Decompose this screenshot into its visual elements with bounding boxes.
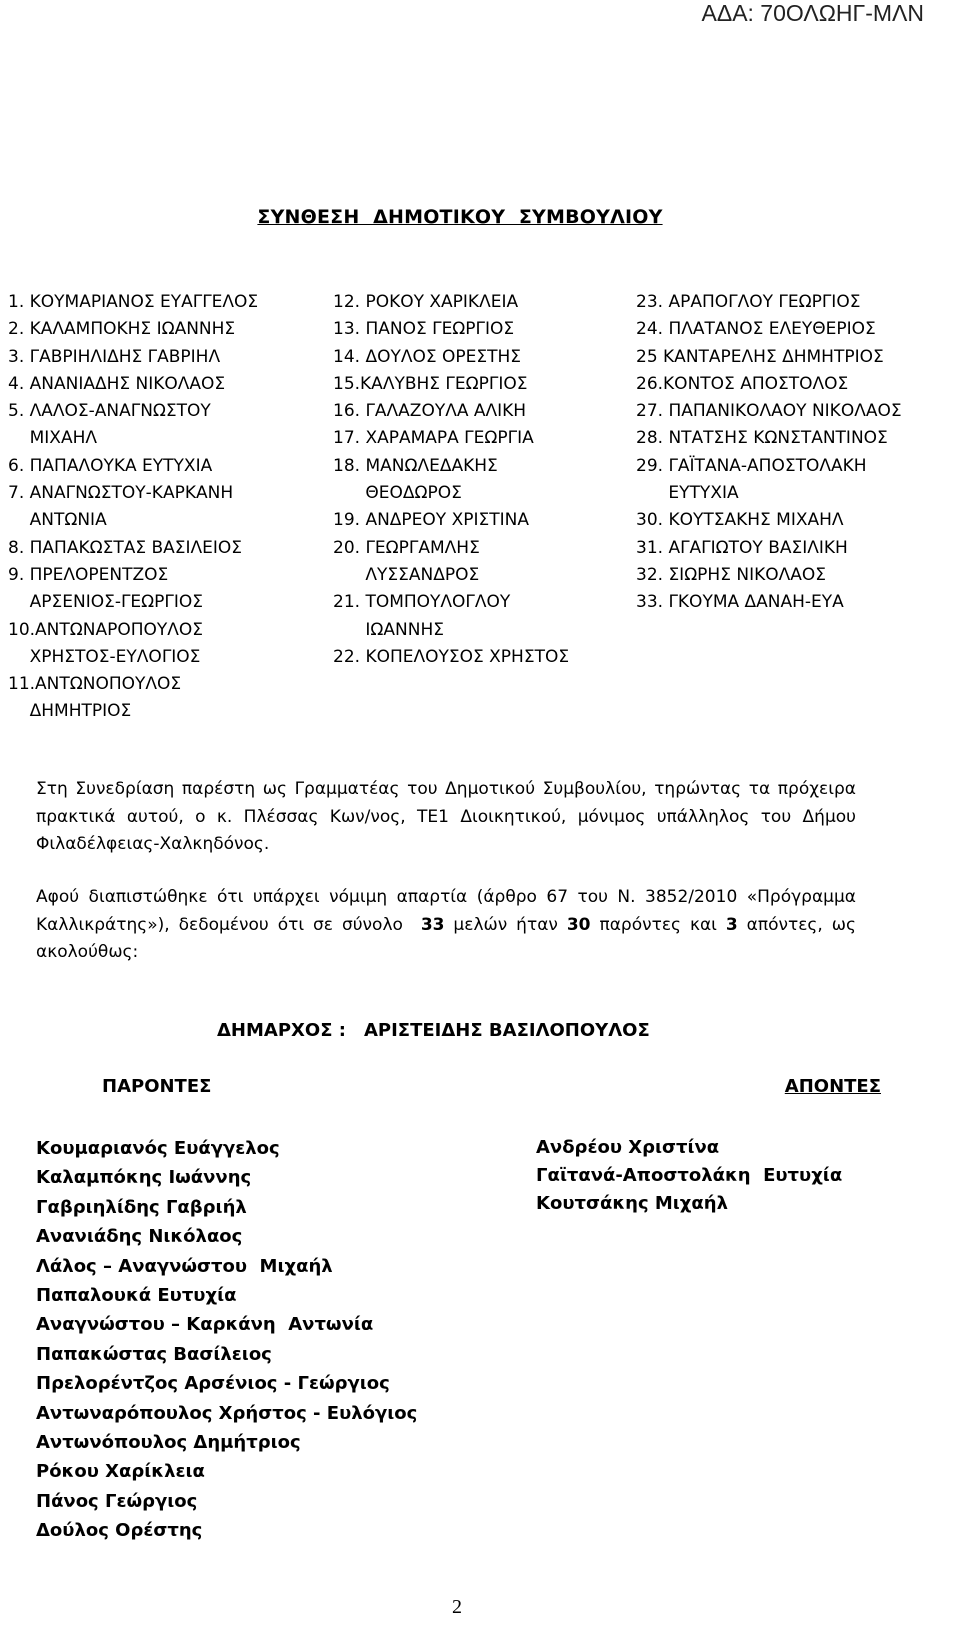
list-item: Ρόκου Χαρίκλεια — [36, 1461, 205, 1483]
present-heading-label: ΠΑΡΟΝΤΕΣ — [102, 1076, 212, 1097]
list-item: Κουτσάκης Μιχαήλ — [536, 1192, 728, 1214]
list-item: ΔΗΜΗΤΡΙΟΣ — [8, 701, 132, 722]
list-item: 33. ΓΚΟΥΜΑ ΔΑΝΑΗ-ΕΥΑ — [636, 592, 844, 613]
list-item: 20. ΓΕΩΡΓΑΜΛΗΣ — [333, 537, 480, 558]
ada-code: ΑΔΑ: 70ΟΛΩΗΓ-ΜΛΝ — [701, 0, 924, 26]
present-heading — [36, 1076, 268, 1097]
total-members-count: 33 — [420, 914, 445, 935]
list-item: 25 ΚΑΝΤΑΡΕΛΗΣ ΔΗΜΗΤΡΙΟΣ — [636, 346, 884, 367]
list-item: ΜΙΧΑΗΛ — [8, 428, 97, 449]
list-item: 24. ΠΛΑΤΑΝΟΣ ΕΛΕΥΘΕΡΙΟΣ — [636, 319, 876, 340]
list-item: Ανδρέου Χριστίνα — [536, 1137, 720, 1158]
members-column-2 — [333, 289, 569, 671]
list-item: 23. ΑΡΑΠΟΓΛΟΥ ΓΕΩΡΓΙΟΣ — [636, 292, 861, 312]
list-item: 28. ΝΤΑΤΣΗΣ ΚΩΝΣΤΑΝΤΙΝΟΣ — [636, 428, 888, 449]
list-item: 18. ΜΑΝΩΛΕΔΑΚΗΣ — [333, 455, 498, 476]
list-item: Γαϊτανά-Αποστολάκη Ευτυχία — [536, 1164, 843, 1186]
list-item: 13. ΠΑΝΟΣ ΓΕΩΡΓΙΟΣ — [333, 319, 515, 340]
list-item: Κουμαριανός Ευάγγελος — [36, 1138, 280, 1159]
list-item: 19. ΑΝΔΡΕΟΥ ΧΡΙΣΤΙΝΑ — [333, 510, 529, 531]
list-item: 11.ΑΝΤΩΝΟΠΟΥΛΟΣ — [8, 674, 182, 695]
list-item: Αντωναρόπουλος Χρήστος - Ευλόγιος — [36, 1402, 418, 1424]
absent-list — [536, 1134, 842, 1217]
list-item: Αντωνόπουλος Δημήτριος — [36, 1432, 301, 1454]
list-item: ΕΥΤΥΧΙΑ — [636, 483, 739, 504]
mayor-label: ΔΗΜΑΡΧΟΣ : — [217, 1020, 346, 1041]
quorum-text: παρόντες και — [590, 914, 726, 935]
list-item: 4. ΑΝΑΝΙΑΔΗΣ ΝΙΚΟΛΑΟΣ — [8, 373, 226, 394]
absent-count: 3 — [725, 914, 738, 935]
present-count: 30 — [566, 914, 591, 935]
list-item: 14. ΔΟΥΛΟΣ ΟΡΕΣΤΗΣ — [333, 346, 522, 367]
list-item: 8. ΠΑΠΑΚΩΣΤΑΣ ΒΑΣΙΛΕΙΟΣ — [8, 537, 243, 558]
quorum-text: Αφού διαπιστώθηκε ότι υπάρχει νόμιμη απαρτία (άρθρο 67 του Ν. 3852/2010 «Πρόγραμμα Καλλικράτης»), δεδομένου ότι σε σύνολο — [36, 887, 862, 935]
list-item: 3. ΓΑΒΡΙΗΛΙΔΗΣ ΓΑΒΡΙΗΛ — [8, 346, 221, 367]
list-item: 29. ΓΑΪΤΑΝΑ-ΑΠΟΣΤΟΛΑΚΗ — [636, 455, 867, 476]
list-item: ΛΥΣΣΑΝΔΡΟΣ — [333, 564, 480, 585]
list-item: 12. ΡΟΚΟΥ ΧΑΡΙΚΛΕΙΑ — [333, 292, 519, 312]
list-item: Καλαμπόκης Ιωάννης — [36, 1167, 252, 1189]
list-item: 9. ΠΡΕΛΟΡΕΝΤΖΟΣ — [8, 564, 169, 585]
list-item: Λάλος – Αναγνώστου Μιχαήλ — [36, 1255, 333, 1277]
absent-heading-label: ΑΠΟΝΤΕΣ — [784, 1076, 881, 1097]
list-item: Ανανιάδης Νικόλαος — [36, 1226, 243, 1248]
secretary-paragraph: Στη Συνεδρίαση παρέστη ως Γραμματέας του Δημοτικού Συμβουλίου, τηρώντας τα πρόχειρα πρακτικά αυτού, ο κ. Πλέσσας Κων/νος, ΤΕ1 Διοικητικού, μόνιμος υπάλληλος του Δήμου Φιλαδέλφειας-Χαλκηδόνος. — [36, 779, 856, 854]
page-title: ΣΥΝΘΕΣΗ ΔΗΜΟΤΙΚΟΥ ΣΥΜΒΟΥΛΙΟΥ — [257, 206, 663, 228]
list-item: 26.ΚΟΝΤΟΣ ΑΠΟΣΤΟΛΟΣ — [636, 373, 849, 394]
list-item: 10.ΑΝΤΩΝΑΡΟΠΟΥΛΟΣ — [8, 619, 204, 640]
list-item: 31. ΑΓΑΓΙΩΤΟΥ ΒΑΣΙΛΙΚΗ — [636, 537, 848, 558]
quorum-text: απόντες, ως ακολούθως: — [36, 914, 862, 962]
mayor-name: ΑΡΙΣΤΕΙΔΗΣ ΒΑΣΙΛΟΠΟΥΛΟΣ — [363, 1020, 650, 1041]
list-item: 7. ΑΝΑΓΝΩΣΤΟΥ-ΚΑΡΚΑΝΗ — [8, 483, 234, 504]
list-item: Πάνος Γεώργιος — [36, 1490, 198, 1512]
present-list — [36, 1134, 417, 1546]
mayor-line — [217, 1020, 650, 1041]
list-item: 1. ΚΟΥΜΑΡΙΑΝΟΣ ΕΥΑΓΓΕΛΟΣ — [8, 292, 259, 312]
list-item: Πρελορέντζος Αρσένιος - Γεώργιος — [36, 1373, 390, 1395]
list-item: 17. ΧΑΡΑΜΑΡΑ ΓΕΩΡΓΙΑ — [333, 428, 534, 449]
list-item: 30. ΚΟΥΤΣΑΚΗΣ ΜΙΧΑΗΛ — [636, 510, 844, 531]
absent-heading — [540, 1076, 886, 1097]
quorum-text: μελών ήταν — [444, 914, 567, 935]
list-item: ΑΝΤΩΝΙΑ — [8, 510, 107, 531]
list-item: ΘΕΟΔΩΡΟΣ — [333, 483, 462, 504]
list-item: 32. ΣΙΩΡΗΣ ΝΙΚΟΛΑΟΣ — [636, 564, 827, 585]
list-item: ΧΡΗΣΤΟΣ-ΕΥΛΟΓΙΟΣ — [8, 646, 201, 667]
list-item: 2. ΚΑΛΑΜΠΟΚΗΣ ΙΩΑΝΝΗΣ — [8, 319, 236, 340]
list-item: Παπαλουκά Ευτυχία — [36, 1285, 237, 1307]
list-item: Παπακώστας Βασίλειος — [36, 1343, 272, 1365]
members-column-1 — [8, 289, 258, 726]
page-number: 2 — [452, 1596, 462, 1618]
list-item: Δούλος Ορέστης — [36, 1520, 203, 1542]
quorum-paragraph — [36, 884, 862, 967]
list-item: 21. ΤΟΜΠΟΥΛΟΓΛΟΥ — [333, 592, 511, 613]
list-item: 15.ΚΑΛΥΒΗΣ ΓΕΩΡΓΙΟΣ — [333, 373, 528, 394]
list-item: 6. ΠΑΠΑΛΟΥΚΑ ΕΥΤΥΧΙΑ — [8, 455, 213, 476]
list-item: ΙΩΑΝΝΗΣ — [333, 619, 445, 640]
council-members — [0, 289, 960, 729]
list-item: ΑΡΣΕΝΙΟΣ-ΓΕΩΡΓΙΟΣ — [8, 592, 204, 613]
list-item: 22. ΚΟΠΕΛΟΥΣΟΣ ΧΡΗΣΤΟΣ — [333, 646, 570, 667]
list-item: 27. ΠΑΠΑΝΙΚΟΛΑΟΥ ΝΙΚΟΛΑΟΣ — [636, 401, 902, 422]
members-column-3 — [636, 289, 902, 617]
list-item: 5. ΛΑΛΟΣ-ΑΝΑΓΝΩΣΤΟΥ — [8, 401, 211, 422]
list-item: Γαβριηλίδης Γαβριήλ — [36, 1196, 247, 1218]
list-item: Αναγνώστου – Καρκάνη Αντωνία — [36, 1314, 374, 1336]
list-item: 16. ΓΑΛΑΖΟΥΛΑ ΑΛΙΚΗ — [333, 401, 527, 422]
